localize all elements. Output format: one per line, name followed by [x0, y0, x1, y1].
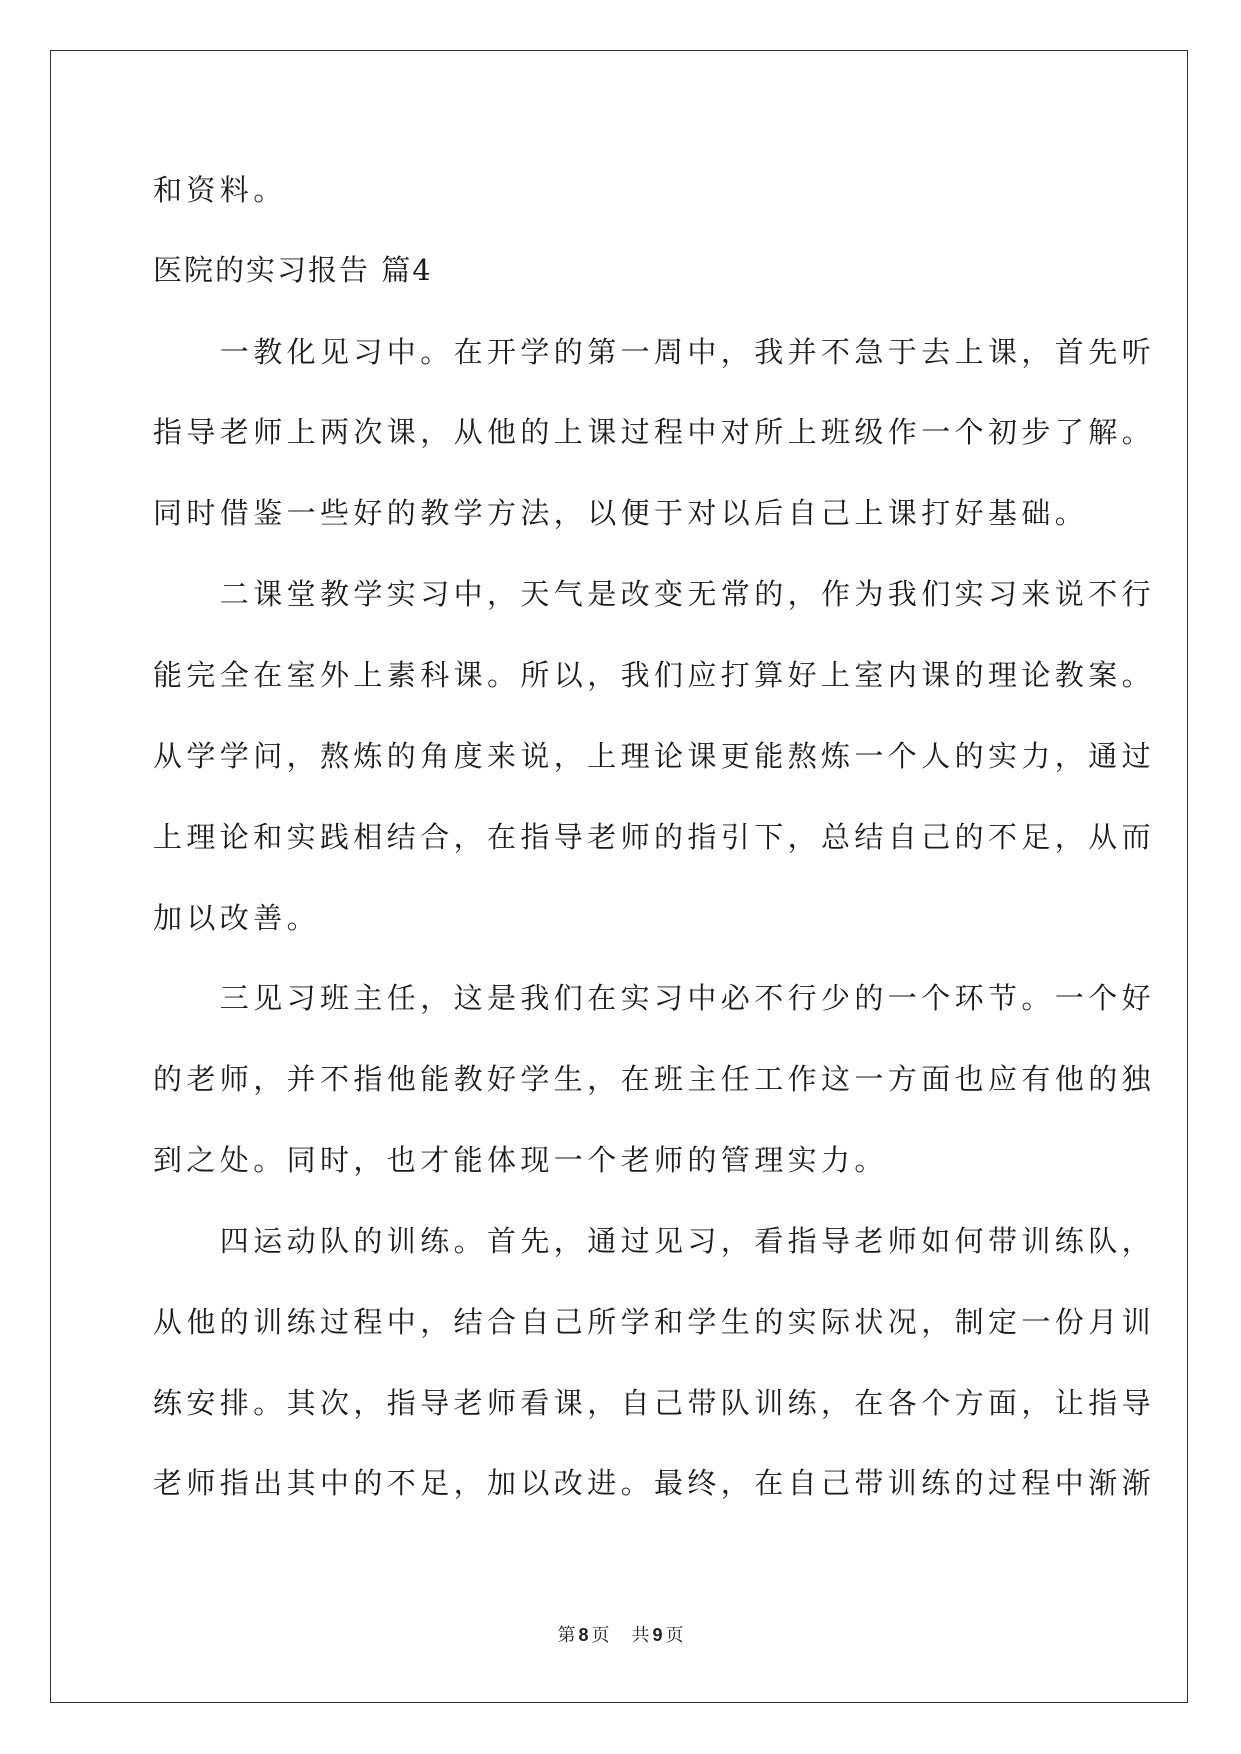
- current-page-number: 8: [578, 1625, 589, 1645]
- body-line-11: 三见习班主任，这是我们在实习中必不行少的一个环节。一个好: [153, 981, 1156, 1015]
- page-border: [50, 50, 1188, 1703]
- body-line-10: 加以改善。: [153, 901, 321, 935]
- section-heading: 医院的实习报告 篇4: [153, 253, 433, 287]
- body-line-12: 的老师，并不指他能教好学生，在班主任工作这一方面也应有他的独: [153, 1062, 1156, 1096]
- body-line-8: 从学学问，熬炼的角度来说，上理论课更能熬炼一个人的实力，通过: [153, 739, 1156, 773]
- body-line-4: 指导老师上两次课，从他的上课过程中对所上班级作一个初步了解。: [153, 415, 1156, 449]
- total-prefix: 共: [631, 1625, 650, 1646]
- page-prefix: 第: [557, 1625, 576, 1646]
- body-line-9: 上理论和实践相结合，在指导老师的指引下，总结自己的不足，从而: [153, 820, 1156, 854]
- body-line-14: 四运动队的训练。首先，通过见习，看指导老师如何带训练队，: [153, 1224, 1156, 1258]
- body-line-3: 一教化见习中。在开学的第一周中，我并不急于去上课，首先听: [153, 335, 1156, 369]
- body-line-15: 从他的训练过程中，结合自己所学和学生的实际状况，制定一份月训: [153, 1305, 1156, 1339]
- body-line-16: 练安排。其次，指导老师看课，自己带队训练，在各个方面，让指导: [153, 1386, 1156, 1420]
- page-footer: [0, 1623, 1241, 1648]
- body-line-13: 到之处。同时，也才能体现一个老师的管理实力。: [153, 1143, 888, 1177]
- body-line-17: 老师指出其中的不足，加以改进。最终，在自己带训练的过程中渐渐: [153, 1466, 1156, 1500]
- body-line-6: 二课堂教学实习中，天气是改变无常的，作为我们实习来说不行: [153, 577, 1156, 611]
- body-line-1: 和资料。: [153, 173, 287, 207]
- total-suffix: 页: [665, 1625, 684, 1646]
- page-suffix: 页: [591, 1625, 610, 1646]
- total-page-number: 9: [652, 1625, 663, 1645]
- body-line-5: 同时借鉴一些好的教学方法，以便于对以后自己上课打好基础。: [153, 496, 1089, 530]
- body-line-7: 能完全在室外上素科课。所以，我们应打算好上室内课的理论教案。: [153, 658, 1156, 692]
